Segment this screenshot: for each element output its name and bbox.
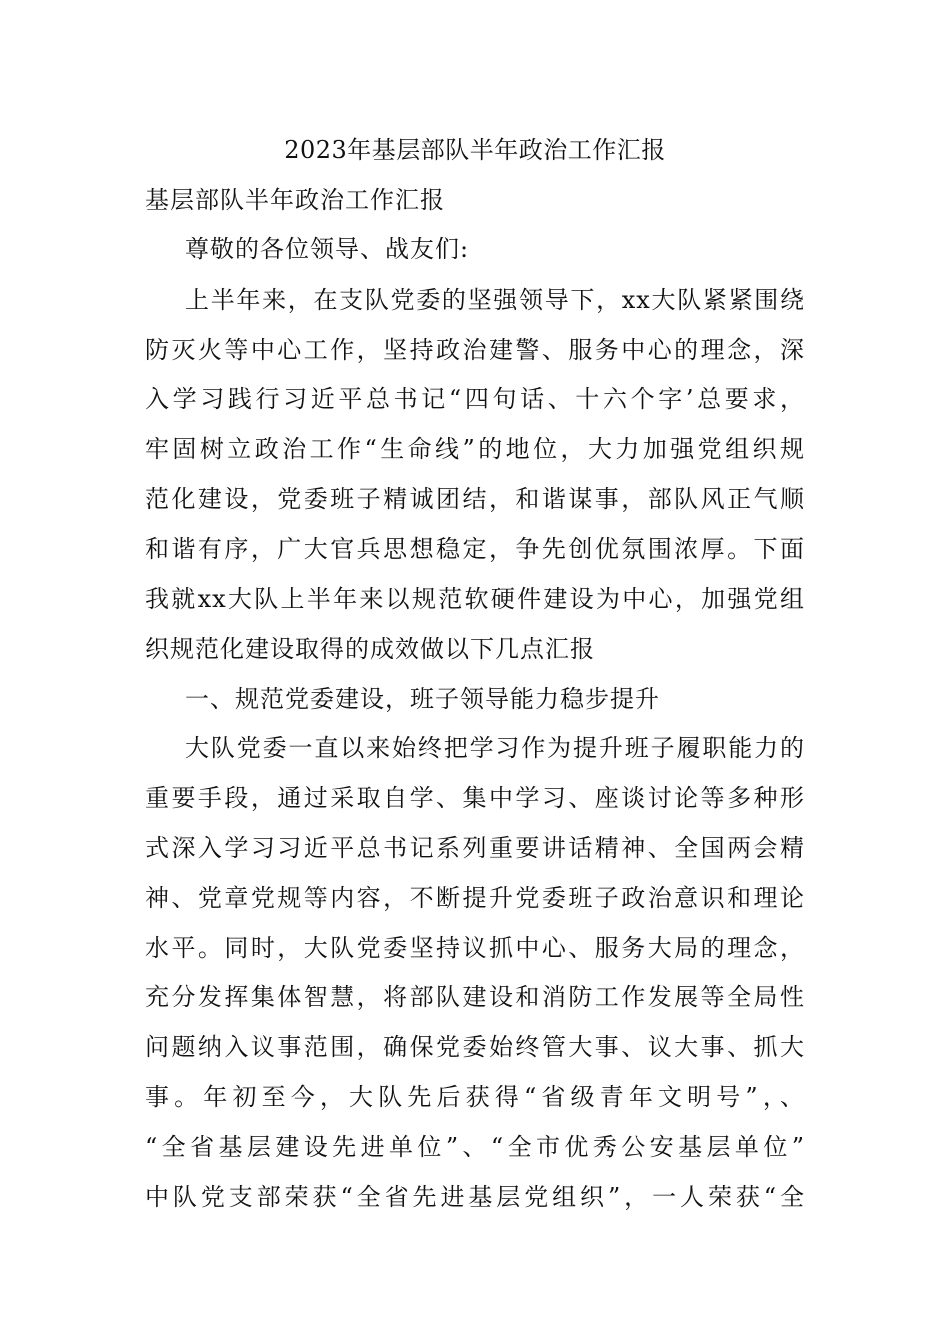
paragraph-line: 牢固树立政治工作“生命线”的地位，大力加强党组织规 xyxy=(145,435,805,463)
paragraph-line: 重要手段，通过采取自学、集中学习、座谈讨论等多种形 xyxy=(145,784,805,812)
paragraph-line: 水平。同时，大队党委坚持议抓中心、服务大局的理念， xyxy=(145,934,805,962)
paragraph-line: 我就xx大队上半年来以规范软硬件建设为中心，加强党组 xyxy=(145,585,805,613)
document-title: 2023年基层部队半年政治工作汇报 xyxy=(284,136,666,164)
paragraph-line: 织规范化建设取得的成效做以下几点汇报 xyxy=(145,635,595,663)
paragraph-line: 大队党委一直以来始终把学习作为提升班子履职能力的 xyxy=(185,734,805,762)
paragraph-line: 问题纳入议事范围，确保党委始终管大事、议大事、抓大 xyxy=(145,1033,805,1061)
paragraph-line: 上半年来，在支队党委的坚强领导下，xx大队紧紧围绕 xyxy=(185,286,805,314)
paragraph-line: 神、党章党规等内容，不断提升党委班子政治意识和理论 xyxy=(145,884,805,912)
paragraph-line: 事。年初至今，大队先后获得“省级青年文明号”，、 xyxy=(145,1083,805,1111)
section-heading: 一、规范党委建设，班子领导能力稳步提升 xyxy=(185,685,660,713)
paragraph-line: 防灭火等中心工作，坚持政治建警、服务中心的理念，深 xyxy=(145,336,805,364)
paragraph-line: 入学习践行习近平总书记“四句话、十六个字’总要求， xyxy=(145,385,805,413)
paragraph-line: “全省基层建设先进单位”、“全市优秀公安基层单位” xyxy=(145,1133,805,1161)
salutation-line: 尊敬的各位领导、战友们: xyxy=(185,235,470,263)
paragraph-line: 式深入学习习近平总书记系列重要讲话精神、全国两会精 xyxy=(145,834,805,862)
paragraph-line: 充分发挥集体智慧，将部队建设和消防工作发展等全局性 xyxy=(145,983,805,1011)
paragraph-line: 和谐有序，广大官兵思想稳定，争先创优氛围浓厚。下面 xyxy=(145,535,805,563)
subtitle-line: 基层部队半年政治工作汇报 xyxy=(145,186,445,214)
paragraph-line: 范化建设，党委班子精诚团结，和谐谋事，部队风正气顺 xyxy=(145,485,805,513)
paragraph-line: 中队党支部荣获“全省先进基层党组织”，一人荣获“全 xyxy=(145,1183,805,1211)
